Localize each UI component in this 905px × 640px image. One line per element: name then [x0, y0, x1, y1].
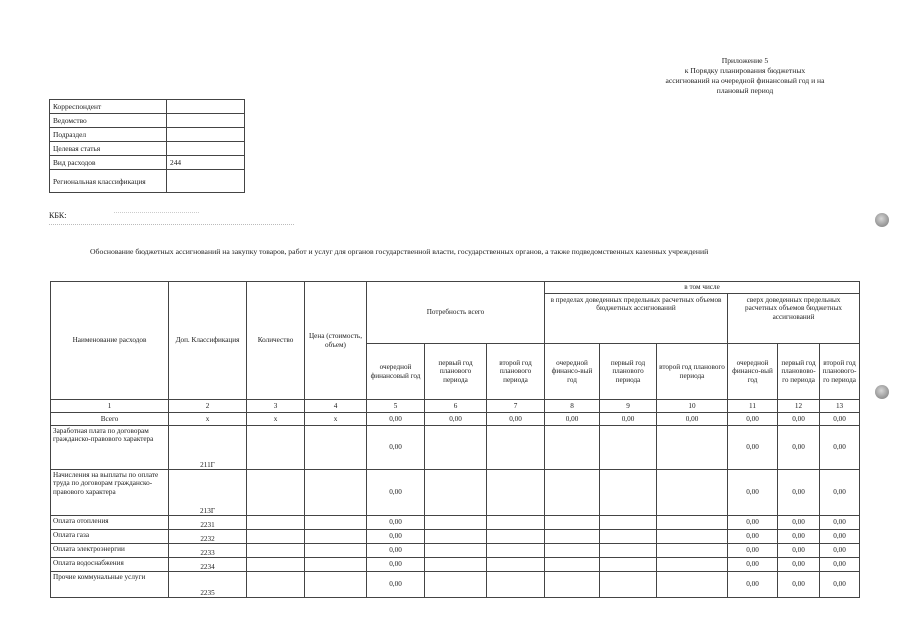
row-value: 0,00 [778, 530, 820, 544]
total-value: 0,00 [600, 413, 657, 426]
row-code: 2231 [169, 516, 247, 530]
row-value: 0,00 [820, 544, 860, 558]
row-value: 0,00 [367, 572, 425, 598]
row-name: Оплата электроэнергии [51, 544, 169, 558]
total-value: 0,00 [487, 413, 545, 426]
column-number: 4 [305, 400, 367, 413]
table-row [51, 426, 860, 470]
row-value: 0,00 [367, 544, 425, 558]
column-number: 3 [247, 400, 305, 413]
row-value: 0,00 [778, 470, 820, 516]
kbk-dotted-line [114, 212, 199, 213]
appendix-line: Приложение 5 [721, 56, 769, 65]
header-classification: Доп. Классификация [169, 282, 247, 400]
table-row [51, 516, 860, 530]
column-number: 2 [169, 400, 247, 413]
requisite-value [167, 100, 245, 114]
row-value: 0,00 [820, 470, 860, 516]
table-row [51, 572, 860, 598]
total-price: х [305, 413, 367, 426]
row-value: 0,00 [367, 470, 425, 516]
header-quantity: Количество [247, 282, 305, 400]
punch-hole [875, 213, 889, 227]
header-second-plan-year: второй год планового периода [657, 344, 728, 400]
total-classification: х [169, 413, 247, 426]
header-row [51, 282, 860, 294]
requisites-row [50, 156, 245, 170]
row-value: 0,00 [728, 426, 778, 470]
budget-table [50, 281, 860, 598]
total-value: 0,00 [545, 413, 600, 426]
row-value: 0,00 [820, 516, 860, 530]
header-name: Наименование расходов [51, 282, 169, 400]
total-row [51, 413, 860, 426]
appendix-line: к Порядку планирования бюджетных [684, 66, 806, 75]
row-name: Оплата водоснабжения [51, 558, 169, 572]
column-number: 13 [820, 400, 860, 413]
row-value: 0,00 [778, 572, 820, 598]
total-quantity: х [247, 413, 305, 426]
row-code: 2233 [169, 544, 247, 558]
row-name: Оплата газа [51, 530, 169, 544]
row-value: 0,00 [820, 558, 860, 572]
row-code: 2235 [169, 572, 247, 598]
row-value: 0,00 [778, 516, 820, 530]
total-value: 0,00 [820, 413, 860, 426]
header-first-plan-year: первый год планового периода [600, 344, 657, 400]
punch-hole [875, 385, 889, 399]
requisites-row [50, 128, 245, 142]
appendix-line: плановый период [716, 86, 774, 95]
header-need-total: Потребность всего [367, 282, 545, 344]
requisites-table [49, 99, 245, 193]
requisite-label: Корреспондент [50, 100, 167, 114]
requisite-value [167, 170, 245, 193]
appendix-note [640, 56, 850, 96]
kbk-label: КБК: [49, 211, 67, 220]
justification-title: Обоснование бюджетных ассигнований на закупку товаров, работ и услуг для органов государственной власти, государственных органов, а также подведомственных казенных учреждений [90, 247, 709, 256]
row-code: 213Г [169, 470, 247, 516]
row-value: 0,00 [728, 516, 778, 530]
column-number: 5 [367, 400, 425, 413]
header-second-plan-year: второй год планового-го периода [820, 344, 860, 400]
table-row [51, 558, 860, 572]
table-row [51, 470, 860, 516]
requisites-row [50, 170, 245, 193]
requisite-label: Вид расходов [50, 156, 167, 170]
column-numbers-row [51, 400, 860, 413]
row-value: 0,00 [778, 544, 820, 558]
requisites-row [50, 142, 245, 156]
header-over-limits: сверх доведенных предельных расчетных объемов бюджетных ассигнований [728, 294, 860, 344]
header-first-plan-year: первый год планового периода [425, 344, 487, 400]
row-value: 0,00 [820, 530, 860, 544]
header-price: Цена (стоимость, объем) [305, 282, 367, 400]
row-value: 0,00 [820, 426, 860, 470]
row-name: Заработная плата по договорам гражданско-правового характера [51, 426, 169, 470]
row-value: 0,00 [367, 516, 425, 530]
row-value: 0,00 [778, 558, 820, 572]
row-code: 211Г [169, 426, 247, 470]
row-name: Начисления на выплаты по оплате труда по договорам гражданско-правового характера [51, 470, 169, 516]
total-value: 0,00 [425, 413, 487, 426]
total-value: 0,00 [367, 413, 425, 426]
row-code: 2234 [169, 558, 247, 572]
table-row [51, 544, 860, 558]
row-value: 0,00 [778, 426, 820, 470]
column-number: 6 [425, 400, 487, 413]
row-value: 0,00 [367, 558, 425, 572]
header-including: в том числе [545, 282, 860, 294]
requisite-label: Ведомство [50, 114, 167, 128]
requisite-label: Региональная классификация [50, 170, 167, 193]
requisite-label: Целевая статья [50, 142, 167, 156]
kbk-dotted-line [49, 224, 294, 225]
row-value: 0,00 [367, 530, 425, 544]
column-number: 8 [545, 400, 600, 413]
header-next-year: очередной финансо-вый год [728, 344, 778, 400]
row-value: 0,00 [728, 558, 778, 572]
requisites-row [50, 100, 245, 114]
requisite-value [167, 142, 245, 156]
requisites-row [50, 114, 245, 128]
requisite-value: 244 [167, 156, 245, 170]
header-next-year: очередной финансовый год [367, 344, 425, 400]
row-value: 0,00 [728, 544, 778, 558]
row-name: Прочие коммунальные услуги [51, 572, 169, 598]
row-value: 0,00 [728, 470, 778, 516]
row-value: 0,00 [728, 530, 778, 544]
column-number: 12 [778, 400, 820, 413]
table-row [51, 530, 860, 544]
appendix-line: ассигнований на очередной финансовый год и на [665, 76, 825, 85]
requisite-label: Подраздел [50, 128, 167, 142]
header-next-year: очередной финансо-вый год [545, 344, 600, 400]
total-label: Всего [51, 413, 169, 426]
total-value: 0,00 [728, 413, 778, 426]
total-value: 0,00 [657, 413, 728, 426]
column-number: 7 [487, 400, 545, 413]
column-number: 9 [600, 400, 657, 413]
requisite-value [167, 128, 245, 142]
column-number: 1 [51, 400, 169, 413]
header-within-limits: в пределах доведенных предельных расчетных объемов бюджетных ассигнований [545, 294, 728, 344]
requisite-value [167, 114, 245, 128]
column-number: 10 [657, 400, 728, 413]
row-value: 0,00 [367, 426, 425, 470]
row-code: 2232 [169, 530, 247, 544]
row-value: 0,00 [728, 572, 778, 598]
row-value: 0,00 [820, 572, 860, 598]
row-name: Оплата отопления [51, 516, 169, 530]
column-number: 11 [728, 400, 778, 413]
header-first-plan-year: первый год плановово-го периода [778, 344, 820, 400]
total-value: 0,00 [778, 413, 820, 426]
header-second-plan-year: второй год планового периода [487, 344, 545, 400]
